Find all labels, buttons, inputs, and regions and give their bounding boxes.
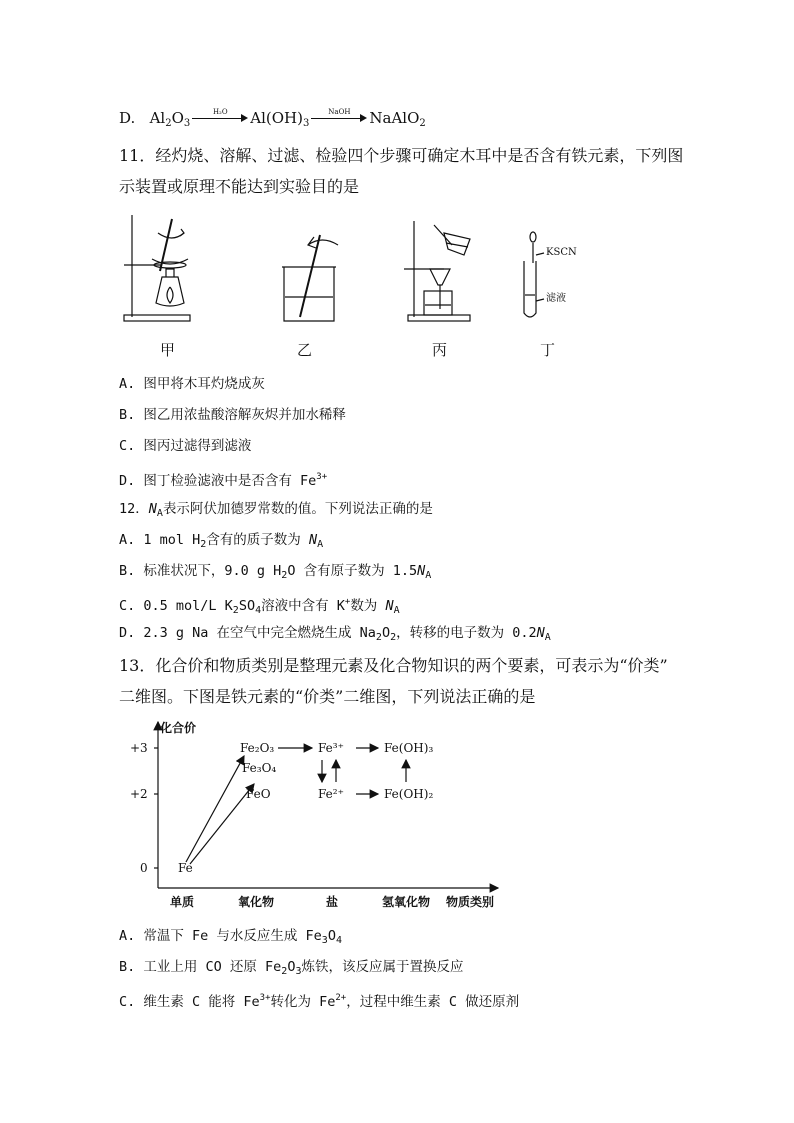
q13-option-a	[119, 926, 342, 951]
reaction-arrow	[192, 109, 248, 123]
apparatus-ding	[524, 232, 544, 317]
formula-part: NaAlO	[369, 109, 420, 127]
subscript: 3	[303, 118, 310, 129]
node-fe2o3: Fe₂O₃	[240, 741, 275, 755]
x-label: 单质	[170, 895, 195, 909]
option-text: C. 维生素 C 能将 Fe	[119, 994, 260, 1010]
option-text: O 含有原子数为 1.5	[287, 563, 418, 579]
q10-option-d	[119, 108, 426, 134]
node-feo: FeO	[246, 787, 271, 801]
option-text: O	[327, 928, 336, 944]
arrow-label: NaOH	[328, 108, 351, 116]
superscript: 3+	[316, 472, 328, 482]
option-text: O	[287, 959, 296, 975]
subscript: 2	[390, 632, 397, 643]
subscript: 2	[419, 118, 426, 129]
node-fe3o4: Fe₃O₄	[242, 761, 277, 775]
x-label: 氧化物	[238, 895, 275, 909]
subscript: 2	[200, 539, 207, 550]
node-fe3plus: Fe³⁺	[318, 741, 344, 755]
symbol: N	[308, 532, 318, 548]
subscript: 2	[281, 570, 288, 581]
subscript: A	[425, 570, 432, 581]
symbol: N	[385, 598, 394, 614]
option-text: 含有的质子数为	[206, 532, 309, 548]
option-text: B. 工业上用 CO 还原 Fe	[119, 959, 282, 975]
fig-label-ding: 丁	[540, 341, 556, 359]
option-text: SO	[238, 598, 256, 614]
subscript: 2	[281, 966, 288, 977]
option-text: ，转移的电子数为 0.2	[396, 625, 537, 641]
subscript: 2	[375, 632, 382, 643]
q12-option-a	[119, 530, 323, 555]
subscript: 3	[295, 966, 302, 977]
apparatus-yi	[282, 235, 338, 321]
subscript: 4	[335, 935, 342, 946]
q13-stem-line1: 13．化合价和物质类别是整理元素及化合物知识的两个要素，可表示为“价类”	[119, 656, 668, 675]
x-label: 盐	[326, 895, 339, 909]
formula-part: Al(OH)	[250, 109, 303, 127]
symbol: N	[536, 625, 545, 641]
q11-apparatus-figure	[0, 205, 794, 365]
option-text: C. 0.5 mol/L K	[119, 598, 233, 614]
option-label: D.	[119, 109, 136, 127]
option-text: D. 2.3 g Na 在空气中完全燃烧生成 Na	[119, 625, 376, 641]
subscript: A	[544, 632, 551, 643]
option-text: D. 图丁检验滤液中是否含有 Fe	[119, 473, 317, 489]
symbol: N	[148, 501, 157, 517]
subscript: A	[393, 605, 400, 616]
arrow-label: H₂O	[212, 108, 228, 116]
reagent-label: KSCN	[546, 247, 577, 258]
option-text: A. 1 mol H	[119, 532, 201, 548]
subscript: 3	[321, 935, 328, 946]
symbol: N	[417, 563, 426, 579]
q11-option-a: A. 图甲将木耳灼烧成灰	[119, 376, 265, 392]
q11-stem-line1: 11．经灼烧、溶解、过滤、检验四个步骤可确定木耳中是否含有铁元素，下列图	[119, 146, 684, 165]
subscript: 4	[255, 605, 262, 616]
subscript: 3	[183, 118, 191, 129]
option-text: 转化为 Fe	[270, 994, 336, 1010]
q13-option-b	[119, 957, 463, 982]
option-text: 数为	[350, 598, 386, 614]
option-text: 炼铁，该反应属于置换反应	[301, 959, 464, 975]
q11-option-c: C. 图丙过滤得到滤液	[119, 438, 252, 454]
subscript: A	[317, 539, 324, 550]
y-tick-label: +3	[130, 741, 148, 755]
x-label: 氢氧化物	[382, 895, 431, 909]
option-text: O	[381, 625, 391, 641]
valence-class-diagram	[0, 712, 794, 912]
fig-label-bing: 丙	[432, 341, 448, 359]
superscript: 3+	[259, 993, 271, 1003]
x-axis-title: 物质类别	[446, 895, 495, 909]
question-number: 12．	[119, 501, 149, 517]
option-text: ，过程中维生素 C 做还原剂	[346, 994, 520, 1010]
y-axis-title: 化合价	[160, 721, 197, 735]
q12-option-b	[119, 561, 431, 586]
node-feoh3: Fe(OH)₃	[384, 741, 434, 755]
node-fe: Fe	[178, 861, 193, 875]
fig-label-jia: 甲	[160, 341, 176, 359]
option-text: 溶液中含有 K	[261, 598, 345, 614]
q11-stem-line2: 示装置或原理不能达到实验目的是	[119, 177, 360, 196]
fig-label-yi: 乙	[297, 341, 313, 359]
q13-stem-line2: 二维图。下图是铁元素的“价类”二维图，下列说法正确的是	[119, 687, 536, 706]
y-tick-label: 0	[140, 861, 148, 875]
superscript: 2+	[335, 993, 347, 1003]
option-text: B. 标准状况下，9.0 g H	[119, 563, 282, 579]
stem-text: 表示阿伏加德罗常数的值。下列说法正确的是	[162, 501, 433, 517]
formula-part: O	[171, 109, 184, 127]
superscript: +	[344, 597, 351, 607]
y-tick-label: +2	[130, 787, 148, 801]
q13-option-c	[119, 988, 519, 1012]
reagent-label: 滤液	[546, 293, 566, 304]
q12-stem	[119, 499, 433, 524]
node-fe2plus: Fe²⁺	[318, 787, 344, 801]
option-text: A. 常温下 Fe 与水反应生成 Fe	[119, 928, 322, 944]
subscript: 2	[165, 118, 172, 129]
q11-option-d	[119, 467, 327, 491]
reaction-arrow	[311, 109, 367, 123]
q11-option-b: B. 图乙用浓盐酸溶解灰烬并加水稀释	[119, 407, 346, 423]
formula-part: Al	[149, 109, 166, 127]
apparatus-bing	[404, 221, 470, 321]
q12-option-d	[119, 623, 551, 648]
subscript: 2	[232, 605, 239, 616]
apparatus-jia	[124, 215, 190, 321]
q12-option-c	[119, 592, 400, 621]
subscript: A	[156, 508, 163, 519]
node-feoh2: Fe(OH)₂	[384, 787, 434, 801]
